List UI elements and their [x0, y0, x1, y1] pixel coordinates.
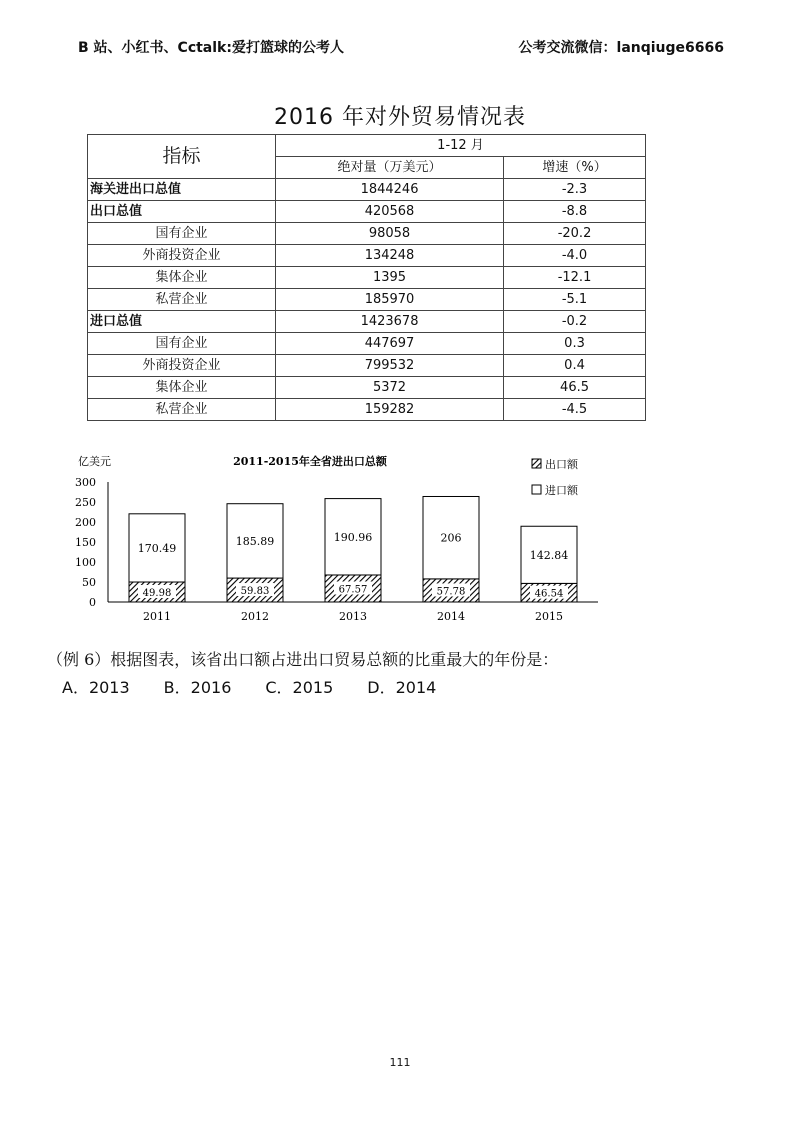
table-row: [88, 201, 646, 223]
table-row: [88, 289, 646, 311]
y-tick-label: 200: [75, 516, 96, 529]
legend-export-swatch: [532, 459, 541, 468]
row-growth-value: -4.0: [504, 245, 646, 267]
trade-table: [87, 134, 646, 421]
row-growth-value: 0.4: [504, 355, 646, 377]
row-abs-value: 185970: [276, 289, 504, 311]
legend-import-label: 进口额: [545, 484, 578, 497]
option-d[interactable]: D．2014: [367, 678, 437, 697]
row-abs-value: 5372: [276, 377, 504, 399]
table-row: [88, 179, 646, 201]
table-row: [88, 333, 646, 355]
table-row: [88, 267, 646, 289]
row-label: 国有企业: [88, 333, 276, 355]
growth-header: 增速（%）: [504, 157, 646, 179]
bar-import-label: 185.89: [235, 534, 275, 548]
option-a[interactable]: A．2013: [62, 678, 130, 697]
bar-import-label: 170.49: [137, 541, 177, 555]
bar-export-label: 67.57: [338, 584, 368, 596]
table-row: [88, 399, 646, 421]
table-row: [88, 355, 646, 377]
row-growth-value: 46.5: [504, 377, 646, 399]
row-growth-value: -8.8: [504, 201, 646, 223]
trade-chart: [60, 445, 620, 635]
bar-import-label: 206: [440, 531, 462, 545]
row-growth-value: -5.1: [504, 289, 646, 311]
bar-export-label: 59.83: [240, 586, 270, 598]
abs-header: 绝对量（万美元）: [276, 157, 504, 179]
row-label: 私营企业: [88, 399, 276, 421]
y-tick-label: 300: [75, 476, 96, 489]
row-abs-value: 1423678: [276, 311, 504, 333]
x-tick-label: 2011: [143, 610, 171, 623]
answer-options: [62, 675, 470, 698]
period-header: 1-12 月: [276, 135, 646, 157]
row-growth-value: -4.5: [504, 399, 646, 421]
table-row: [88, 311, 646, 333]
header-right-text: 公考交流微信：lanqiuge6666: [518, 40, 724, 56]
row-growth-value: -2.3: [504, 179, 646, 201]
page-number: 111: [389, 1056, 411, 1069]
row-label: 私营企业: [88, 289, 276, 311]
row-growth-value: 0.3: [504, 333, 646, 355]
row-label: 集体企业: [88, 267, 276, 289]
table-row: [88, 223, 646, 245]
chart-title: 2011-2015年全省进出口总额: [233, 455, 387, 468]
row-growth-value: -20.2: [504, 223, 646, 245]
legend-import-swatch: [532, 485, 541, 494]
indicator-header: 指标: [88, 135, 276, 179]
row-abs-value: 1844246: [276, 179, 504, 201]
row-label: 集体企业: [88, 377, 276, 399]
row-abs-value: 98058: [276, 223, 504, 245]
y-tick-label: 250: [75, 496, 96, 509]
bar-export-label: 57.78: [436, 586, 466, 598]
x-tick-label: 2013: [339, 610, 367, 623]
row-label: 出口总值: [88, 201, 276, 223]
row-abs-value: 447697: [276, 333, 504, 355]
row-label: 海关进出口总值: [88, 179, 276, 201]
row-abs-value: 420568: [276, 201, 504, 223]
row-label: 国有企业: [88, 223, 276, 245]
row-growth-value: -12.1: [504, 267, 646, 289]
row-abs-value: 1395: [276, 267, 504, 289]
y-tick-label: 50: [82, 576, 96, 589]
y-tick-label: 150: [75, 536, 96, 549]
table-title: 2016 年对外贸易情况表: [274, 105, 526, 130]
legend-export-label: 出口额: [545, 458, 578, 471]
row-growth-value: -0.2: [504, 311, 646, 333]
row-abs-value: 159282: [276, 399, 504, 421]
bar-export-label: 49.98: [142, 588, 172, 600]
bar-import-label: 142.84: [529, 548, 569, 562]
x-tick-label: 2014: [437, 610, 465, 623]
row-label: 外商投资企业: [88, 245, 276, 267]
x-tick-label: 2015: [535, 610, 563, 623]
row-abs-value: 134248: [276, 245, 504, 267]
question-text: （例 6）根据图表，该省出口额占进出口贸易总额的比重最大的年份是：: [47, 650, 559, 669]
row-label: 进口总值: [88, 311, 276, 333]
row-abs-value: 799532: [276, 355, 504, 377]
x-tick-label: 2012: [241, 610, 269, 623]
table-row: [88, 245, 646, 267]
chart-svg: [60, 445, 620, 635]
header-left-text: B 站、小红书、Cctalk:爱打篮球的公考人: [78, 40, 344, 56]
trade-table-body: [88, 179, 646, 421]
bar-export-label: 46.54: [534, 588, 564, 600]
y-axis-label: 亿美元: [78, 455, 111, 468]
row-label: 外商投资企业: [88, 355, 276, 377]
table-row: [88, 377, 646, 399]
y-tick-label: 100: [75, 556, 96, 569]
option-c[interactable]: C．2015: [265, 678, 334, 697]
option-b[interactable]: B．2016: [163, 678, 232, 697]
y-tick-label: 0: [89, 596, 96, 609]
bar-import-label: 190.96: [333, 530, 373, 544]
